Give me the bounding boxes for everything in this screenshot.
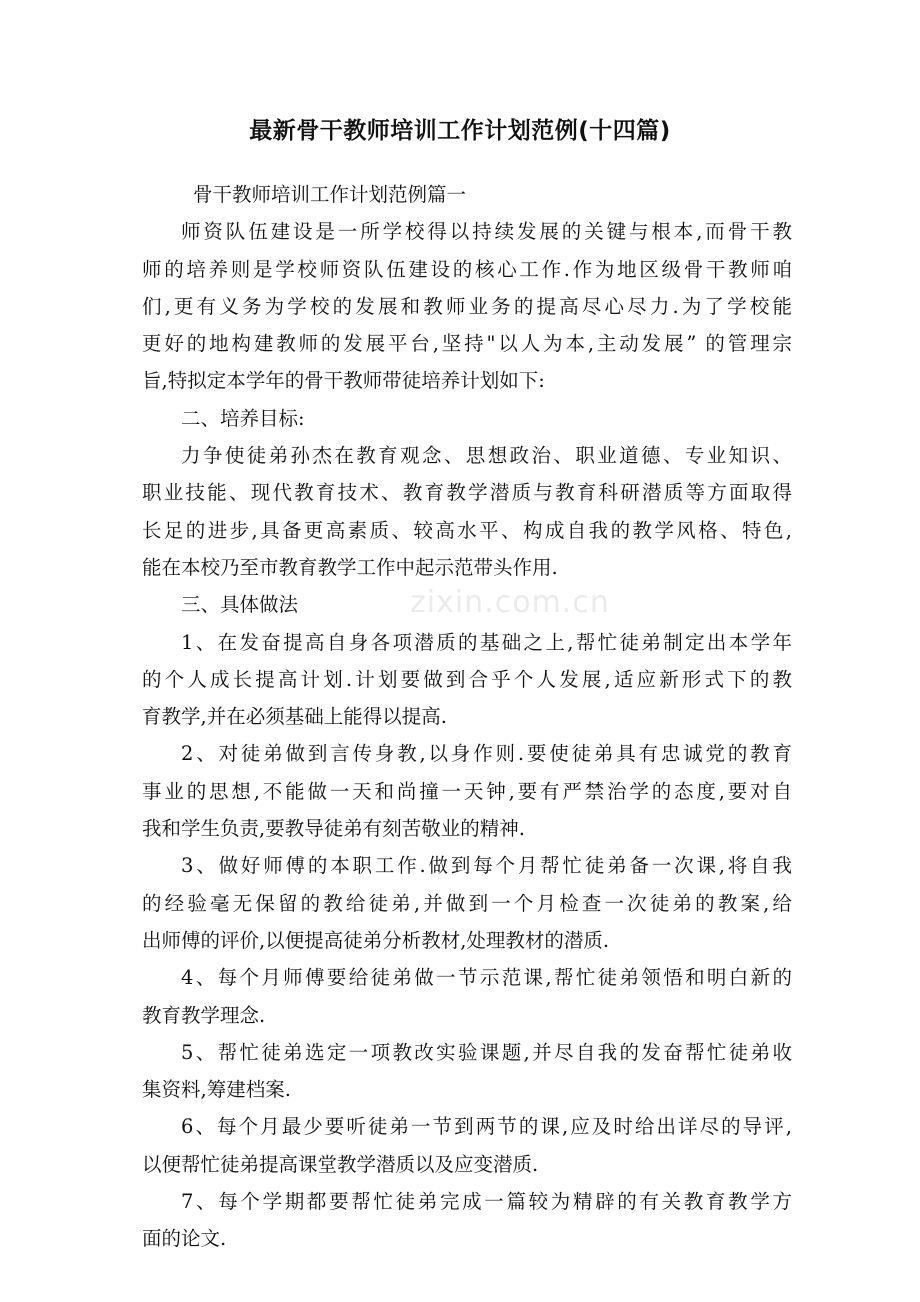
paragraph-line: 1、在发奋提高自身各项潜质的基础之上,帮忙徒弟制定出本学年 bbox=[181, 630, 792, 654]
paragraph-line: 3、做好师傅的本职工作.做到每个月帮忙徒弟备一次课,将自我 bbox=[181, 854, 792, 878]
paragraph-line: 职业技能、现代教育技术、教育教学潜质与教育科研潜质等方面取得 bbox=[142, 481, 792, 505]
section-heading: 二、培养目标: bbox=[181, 406, 305, 430]
paragraph-line: 们,更有义务为学校的发展和教师业务的提高尽心尽力.为了学校能 bbox=[142, 294, 792, 318]
paragraph-line: 的经验毫无保留的教给徒弟,并做到一个月检查一次徒弟的教案,给 bbox=[142, 891, 792, 915]
paragraph-line: 育教学,并在必须基础上能得以提高. bbox=[142, 705, 447, 729]
document-body bbox=[142, 176, 792, 1258]
paragraph-line: 5、帮忙徒弟选定一项教改实验课题,并尽自我的发奋帮忙徒弟收 bbox=[181, 1040, 792, 1064]
paragraph-line: 出师傅的评价,以便提高徒弟分析教材,处理教材的潜质. bbox=[142, 928, 610, 952]
paragraph-line: 事业的思想,不能做一天和尚撞一天钟,要有严禁治学的态度,要对自 bbox=[142, 779, 792, 803]
paragraph-line: 6、每个月最少要听徒弟一节到两节的课,应及时给出详尽的导评, bbox=[181, 1115, 792, 1139]
paragraph-line: 教育教学理念. bbox=[142, 1003, 266, 1027]
paragraph-line: 师的培养则是学校师资队伍建设的核心工作.作为地区级骨干教师咱 bbox=[142, 257, 792, 281]
document-title: 最新骨干教师培训工作计划范例(十四篇) bbox=[249, 118, 671, 144]
watermark-text: zixin.com.cn bbox=[410, 585, 610, 620]
section-heading: 骨干教师培训工作计划范例篇一 bbox=[193, 183, 467, 206]
paragraph-line: 旨,特拟定本学年的骨干教师带徒培养计划如下: bbox=[142, 369, 545, 393]
paragraph-line: 师资队伍建设是一所学校得以持续发展的关键与根本,而骨干教 bbox=[181, 220, 792, 244]
paragraph-line: 更好的地构建教师的发展平台,坚持"以人为本,主动发展” 的管理宗 bbox=[142, 332, 792, 356]
paragraph-line: 2、对徒弟做到言传身教,以身作则.要使徒弟具有忠诚党的教育 bbox=[181, 742, 792, 766]
paragraph-line: 4、每个月师傅要给徒弟做一节示范课,帮忙徒弟领悟和明白新的 bbox=[181, 966, 792, 990]
paragraph-line: 我和学生负责,要教导徒弟有刻苦敬业的精神. bbox=[142, 817, 525, 841]
paragraph-line: 能在本校乃至市教育教学工作中起示范带头作用. bbox=[142, 555, 558, 579]
paragraph-line: 集资料,筹建档案. bbox=[142, 1078, 291, 1102]
paragraph-line: 长足的进步,具备更高素质、较高水平、构成自我的教学风格、特色, bbox=[142, 518, 792, 542]
paragraph-line: 的个人成长提高计划.计划要做到合乎个人发展,适应新形式下的教 bbox=[142, 667, 792, 691]
paragraph-line: 力争使徒弟孙杰在教育观念、思想政治、职业道德、专业知识、 bbox=[181, 444, 792, 468]
paragraph-line: 7、每个学期都要帮忙徒弟完成一篇较为精辟的有关教育教学方 bbox=[181, 1190, 792, 1214]
section-heading: 三、具体做法 bbox=[181, 593, 299, 617]
paragraph-line: 以便帮忙徒弟提高课堂教学潜质以及应变潜质. bbox=[142, 1152, 539, 1176]
paragraph-line: 面的论文. bbox=[142, 1227, 227, 1251]
